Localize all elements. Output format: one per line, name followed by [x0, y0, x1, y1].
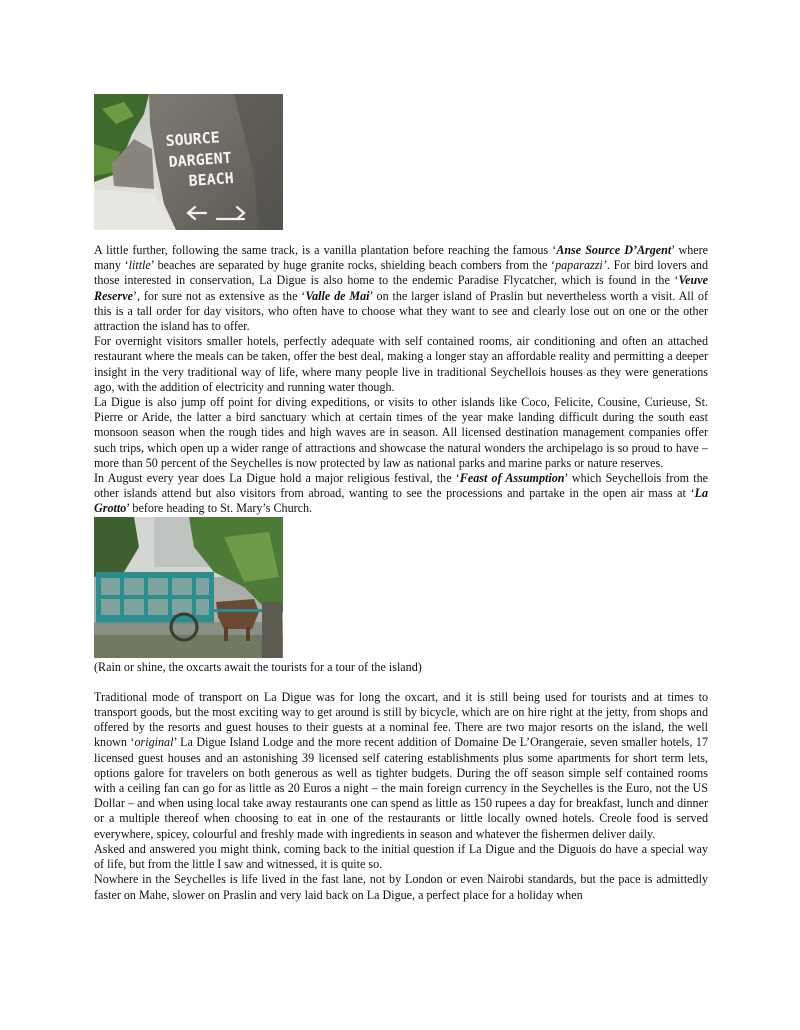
photo-caption: (Rain or shine, the oxcarts await the tourists for a tour of the island) — [94, 659, 422, 674]
text-run: Nowhere in the Seychelles is life lived in the fast lane, not by London or even Nairobi standards, but the pace is admittedly faster on Mahe, slower on Praslin and very laid back on La Digue, a perfect place for a holiday when — [94, 872, 708, 902]
paragraph — [94, 334, 708, 395]
text-run: ’ where many ‘ — [94, 243, 709, 273]
text-run: . For bird lovers and those interested in conservation, La Digue is also home to the endemic Paradise Flycatcher, which is found in the ‘ — [94, 258, 708, 288]
sign-line-1: SOURCE — [165, 128, 221, 150]
text-run: ’ beaches are separated by huge granite rocks, shielding beach combers from the ‘ — [150, 258, 556, 273]
text-run: For overnight visitors smaller hotels, perfectly adequate with self contained rooms, air conditioning and often an attached restaurant where the meals can be taken, offer the best deal, making a longer stay an affordable reality and permitting a deeper insight in the very traditional way of life, where many people live in traditional Seychellois houses as they were generations ago, with the addition of electricity and running water though. — [94, 334, 708, 394]
sign-line-2: DARGENT — [168, 148, 233, 171]
paragraph — [94, 872, 708, 902]
text-run: Asked and answered you might think, coming back to the initial question if La Digue and the Diguois do have a special way of life, but from the little I saw and witnessed, it is quite so. — [94, 841, 708, 872]
emphasis-bold-italic: Valle de Mai — [305, 288, 370, 303]
emphasis-italic: original — [134, 735, 174, 750]
paragraph — [94, 243, 708, 334]
text-run: Traditional mode of transport on La Digue was for long the oxcart, and it is still being used for tourists and at times to transport goods, but the most exciting way to get around is still by bicycle, which are on hire right at the jetty, from shops and offered by the resorts and guest houses to their guests at a nominal fee. There are two major resorts on the island, the well known ‘ — [94, 689, 708, 750]
oxcart-photo — [94, 517, 283, 658]
emphasis-italic: little — [128, 258, 151, 273]
text-run: ’ on the larger island of Praslin but nevertheless worth a visit. All of this is a tall order for day visitors, who often have to choose what they want to see and clearly lose out on one or the other attraction the island has to offer. — [94, 288, 708, 334]
document-page — [94, 94, 708, 903]
text-run: ’ before heading to St. Mary’s Church. — [126, 501, 313, 516]
text-run: A little further, following the same track, is a vanilla plantation before reaching the famous ‘ — [94, 243, 557, 257]
article-body-bottom — [94, 690, 708, 903]
article-body-top — [94, 243, 708, 517]
emphasis-bold-italic: Feast of Assumption — [459, 471, 565, 486]
paragraph — [94, 842, 708, 872]
text-run: In August every year does La Digue hold a major religious festival, the ‘ — [94, 471, 460, 486]
text-run: La Digue is also jump off point for diving expeditions, or visits to other islands like Coco, Felicite, Cousine, Curieuse, St. Pierre or Aride, the latter a bird sanctuary which at certain times of the year make landing difficult during the south east monsoon season when the rough tides and high waves are in season. All licensed destination management companies offer such trips, which open up a wider range of attractions and showcase the natural wonders the archipelago is so proud to have – more than 50 percent of the Seychelles is now protected by law as national parks and marine parks or nature reserves. — [94, 395, 708, 470]
emphasis-italic: paparazzi’ — [555, 258, 607, 273]
paragraph — [94, 471, 708, 517]
sign-line-3: BEACH — [188, 168, 235, 190]
source-dargent-sign-photo — [94, 94, 283, 230]
paragraph — [94, 395, 708, 471]
text-run: ’ La Digue Island Lodge and the more recent addition of Domaine De L’Orangeraie, seven smaller hotels, 17 licensed guest houses and an astonishing 39 licensed self catering establishments plus some apartments for short term lets, options galore for travelers on both generous as well as tighter budgets. During the off season simple self contained rooms with a ceiling fan can go for as little as 20 Euros a night – the main foreign currency in the Seychelles is the Euro, not the US Dollar – and when using local take away restaurants one can spend as little as 150 rupees a day for breakfast, lunch and dinner or a multiple thereof when choosing to eat in one of the restaurants or little locally owned hotels. Creole food is served everywhere, spicey, colourful and freshly made with ingredients in season and whatever the fishermen deliver daily. — [94, 735, 708, 841]
text-run: ’, for sure not as extensive as the ‘ — [132, 288, 306, 303]
emphasis-bold-italic: Anse Source D’Argent — [556, 243, 672, 257]
emphasis-bold-italic: La Grotto — [94, 486, 708, 516]
text-run: ’ which Seychellois from the other islands attend but also visitors from abroad, wanting to see the processions and partake in the open air mass at ‘ — [94, 471, 709, 501]
emphasis-bold-italic: Veuve Reserve — [94, 273, 708, 303]
paragraph — [94, 690, 708, 842]
